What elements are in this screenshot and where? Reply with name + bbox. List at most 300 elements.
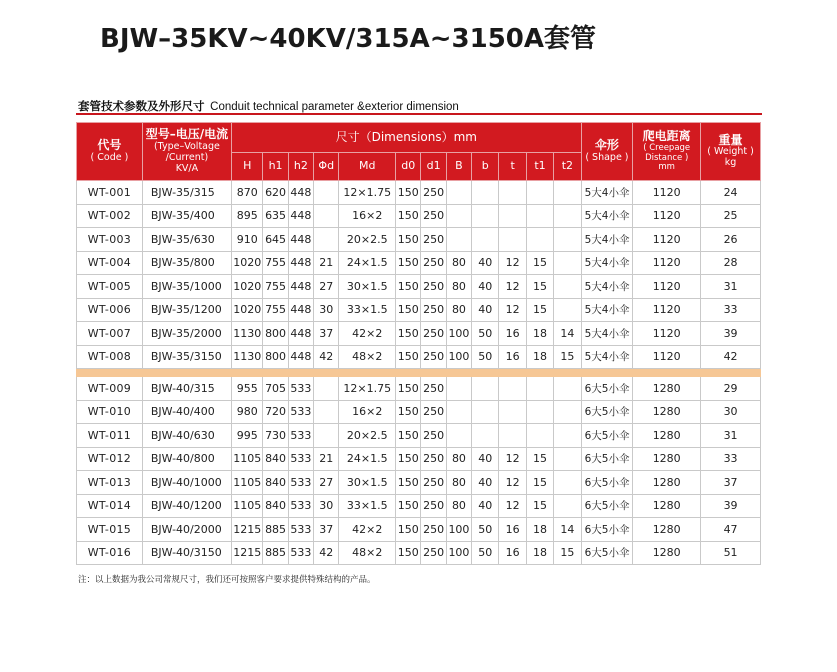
cell-md: 12×1.75: [339, 377, 396, 401]
cell-t2: 14: [554, 518, 581, 542]
cell-d1: 250: [421, 424, 446, 448]
table-row: [77, 400, 761, 424]
group-separator: [77, 369, 761, 377]
cell-h1: 800: [263, 322, 288, 346]
cell-t1: 15: [526, 251, 553, 275]
cell-code: WT-004: [77, 251, 143, 275]
cell-h1: 755: [263, 251, 288, 275]
cell-d1: 250: [421, 447, 446, 471]
cell-h: 1130: [232, 345, 263, 369]
table-row: [77, 275, 761, 299]
cell-d0: 150: [396, 275, 421, 299]
cell-d1: 250: [421, 204, 446, 228]
cell-md: 30×1.5: [339, 471, 396, 495]
cell-code: WT-016: [77, 541, 143, 565]
cell-model: BJW-35/1200: [142, 298, 231, 322]
cell-d1: 250: [421, 400, 446, 424]
header-dimensions: 尺寸（Dimensions）mm: [232, 123, 582, 153]
cell-weight: 42: [701, 345, 761, 369]
cell-d1: 250: [421, 298, 446, 322]
cell-h1: 755: [263, 275, 288, 299]
cell-d1: 250: [421, 251, 446, 275]
cell-d1: 250: [421, 518, 446, 542]
cell-b: 100: [446, 518, 471, 542]
cell-b: [472, 400, 499, 424]
cell-b: 100: [446, 541, 471, 565]
cell-model: BJW-40/630: [142, 424, 231, 448]
cell-creep: 1280: [633, 471, 701, 495]
cell-h2: 448: [288, 275, 313, 299]
cell-weight: 29: [701, 377, 761, 401]
cell-code: WT-001: [77, 181, 143, 205]
cell-b: [446, 204, 471, 228]
cell-code: WT-006: [77, 298, 143, 322]
cell-weight: 30: [701, 400, 761, 424]
cell-t1: [526, 377, 553, 401]
header-dim-col: Md: [339, 153, 396, 181]
cell-t: 16: [499, 345, 526, 369]
cell-h1: 840: [263, 494, 288, 518]
cell-b: 80: [446, 494, 471, 518]
cell-t2: [554, 377, 581, 401]
cell-b: 40: [472, 251, 499, 275]
cell-t: 12: [499, 494, 526, 518]
cell-d0: 150: [396, 204, 421, 228]
cell-phi-d: [314, 181, 339, 205]
cell-code: WT-014: [77, 494, 143, 518]
cell-d0: 150: [396, 377, 421, 401]
header-dim-col: d1: [421, 153, 446, 181]
header-dim-col: b: [472, 153, 499, 181]
cell-md: 24×1.5: [339, 251, 396, 275]
cell-h: 870: [232, 181, 263, 205]
table-row: [77, 494, 761, 518]
cell-t: 12: [499, 447, 526, 471]
cell-b: [472, 377, 499, 401]
cell-weight: 24: [701, 181, 761, 205]
cell-d0: 150: [396, 424, 421, 448]
cell-t1: [526, 400, 553, 424]
cell-shape: 5大4小伞: [581, 298, 633, 322]
cell-b: 80: [446, 298, 471, 322]
cell-t2: [554, 228, 581, 252]
cell-md: 16×2: [339, 400, 396, 424]
cell-phi-d: [314, 228, 339, 252]
cell-shape: 6大5小伞: [581, 471, 633, 495]
cell-t1: 18: [526, 322, 553, 346]
cell-d0: 150: [396, 298, 421, 322]
section-title-en: Conduit technical parameter &exterior dimension: [210, 101, 459, 113]
header-shape: 伞形 ( Shape ): [581, 123, 633, 181]
cell-t1: 18: [526, 541, 553, 565]
cell-h1: 720: [263, 400, 288, 424]
cell-h2: 448: [288, 228, 313, 252]
cell-model: BJW-40/315: [142, 377, 231, 401]
cell-b: 100: [446, 345, 471, 369]
cell-h2: 448: [288, 204, 313, 228]
cell-code: WT-002: [77, 204, 143, 228]
cell-t: 16: [499, 322, 526, 346]
cell-b: [446, 377, 471, 401]
cell-t2: [554, 275, 581, 299]
cell-d1: 250: [421, 345, 446, 369]
cell-b: [472, 204, 499, 228]
table-row: [77, 322, 761, 346]
table-row: [77, 447, 761, 471]
cell-t: [499, 424, 526, 448]
cell-d1: 250: [421, 471, 446, 495]
cell-creep: 1120: [633, 345, 701, 369]
cell-creep: 1120: [633, 275, 701, 299]
cell-h1: 705: [263, 377, 288, 401]
cell-b: [472, 181, 499, 205]
cell-phi-d: 42: [314, 541, 339, 565]
cell-weight: 33: [701, 447, 761, 471]
cell-d0: 150: [396, 181, 421, 205]
cell-model: BJW-40/3150: [142, 541, 231, 565]
cell-weight: 26: [701, 228, 761, 252]
cell-code: WT-003: [77, 228, 143, 252]
cell-shape: 5大4小伞: [581, 322, 633, 346]
cell-code: WT-009: [77, 377, 143, 401]
cell-t2: 14: [554, 322, 581, 346]
cell-creep: 1280: [633, 424, 701, 448]
cell-creep: 1280: [633, 494, 701, 518]
cell-h1: 620: [263, 181, 288, 205]
cell-h: 1020: [232, 251, 263, 275]
cell-creep: 1280: [633, 541, 701, 565]
cell-shape: 5大4小伞: [581, 275, 633, 299]
cell-code: WT-007: [77, 322, 143, 346]
cell-b: 80: [446, 447, 471, 471]
cell-shape: 5大4小伞: [581, 204, 633, 228]
cell-b: 40: [472, 494, 499, 518]
cell-h: 1215: [232, 518, 263, 542]
header-dim-col: t: [499, 153, 526, 181]
cell-model: BJW-40/400: [142, 400, 231, 424]
cell-model: BJW-35/3150: [142, 345, 231, 369]
cell-code: WT-005: [77, 275, 143, 299]
cell-h: 995: [232, 424, 263, 448]
cell-t1: 15: [526, 447, 553, 471]
cell-d0: 150: [396, 447, 421, 471]
cell-h2: 448: [288, 345, 313, 369]
cell-h1: 885: [263, 518, 288, 542]
cell-h: 980: [232, 400, 263, 424]
cell-md: 20×2.5: [339, 228, 396, 252]
cell-shape: 5大4小伞: [581, 181, 633, 205]
cell-weight: 47: [701, 518, 761, 542]
cell-t: 12: [499, 251, 526, 275]
header-code: 代号 ( Code ): [77, 123, 143, 181]
cell-h2: 533: [288, 447, 313, 471]
cell-md: 42×2: [339, 322, 396, 346]
cell-h: 1105: [232, 471, 263, 495]
cell-md: 42×2: [339, 518, 396, 542]
cell-h: 1130: [232, 322, 263, 346]
cell-d0: 150: [396, 251, 421, 275]
cell-h1: 755: [263, 298, 288, 322]
cell-b: [446, 181, 471, 205]
cell-creep: 1280: [633, 447, 701, 471]
cell-creep: 1120: [633, 181, 701, 205]
cell-model: BJW-35/800: [142, 251, 231, 275]
cell-t: [499, 228, 526, 252]
cell-t2: [554, 181, 581, 205]
cell-creep: 1120: [633, 322, 701, 346]
cell-d0: 150: [396, 345, 421, 369]
cell-b: 80: [446, 275, 471, 299]
cell-d1: 250: [421, 181, 446, 205]
section-title-cn: 套管技术参数及外形尺寸: [78, 99, 205, 113]
cell-h2: 533: [288, 377, 313, 401]
header-dim-col: h1: [263, 153, 288, 181]
table-row: [77, 345, 761, 369]
footnote: 注：以上数据为我公司常规尺寸，我们还可按照客户要求提供特殊结构的产品。: [78, 575, 376, 585]
cell-t2: [554, 204, 581, 228]
separator-cell: [77, 369, 761, 377]
cell-h: 910: [232, 228, 263, 252]
cell-phi-d: [314, 377, 339, 401]
cell-creep: 1120: [633, 251, 701, 275]
header-dim-col: H: [232, 153, 263, 181]
cell-shape: 5大4小伞: [581, 228, 633, 252]
cell-h: 1105: [232, 447, 263, 471]
cell-t1: 15: [526, 298, 553, 322]
page-title: BJW–35KV~40KV/315A~3150A套管: [100, 24, 597, 54]
cell-d0: 150: [396, 228, 421, 252]
spec-table: [76, 122, 761, 565]
cell-t1: 15: [526, 471, 553, 495]
cell-shape: 6大5小伞: [581, 541, 633, 565]
header-dim-col: B: [446, 153, 471, 181]
cell-weight: 51: [701, 541, 761, 565]
cell-d0: 150: [396, 541, 421, 565]
cell-model: BJW-40/1200: [142, 494, 231, 518]
cell-h2: 533: [288, 494, 313, 518]
cell-h: 1020: [232, 275, 263, 299]
cell-d0: 150: [396, 471, 421, 495]
cell-d1: 250: [421, 377, 446, 401]
cell-t2: [554, 424, 581, 448]
header-dim-col: d0: [396, 153, 421, 181]
cell-phi-d: 37: [314, 518, 339, 542]
cell-t: 16: [499, 541, 526, 565]
cell-b: 50: [472, 518, 499, 542]
cell-t2: [554, 494, 581, 518]
cell-md: 24×1.5: [339, 447, 396, 471]
cell-code: WT-012: [77, 447, 143, 471]
cell-h2: 533: [288, 424, 313, 448]
cell-md: 16×2: [339, 204, 396, 228]
cell-b: 80: [446, 251, 471, 275]
cell-t2: [554, 471, 581, 495]
table-row: [77, 298, 761, 322]
cell-d0: 150: [396, 494, 421, 518]
cell-t1: [526, 228, 553, 252]
header-creepage: 爬电距离 ( Creepage Distance ) mm: [633, 123, 701, 181]
header-weight: 重量 ( Weight ) kg: [701, 123, 761, 181]
cell-model: BJW-35/630: [142, 228, 231, 252]
cell-h1: 645: [263, 228, 288, 252]
cell-md: 48×2: [339, 345, 396, 369]
cell-h2: 448: [288, 322, 313, 346]
cell-b: 80: [446, 471, 471, 495]
cell-h: 955: [232, 377, 263, 401]
table-row: [77, 204, 761, 228]
cell-b: 40: [472, 447, 499, 471]
cell-t: [499, 181, 526, 205]
cell-t: 16: [499, 518, 526, 542]
cell-md: 33×1.5: [339, 494, 396, 518]
cell-h1: 635: [263, 204, 288, 228]
cell-shape: 6大5小伞: [581, 377, 633, 401]
cell-phi-d: 21: [314, 251, 339, 275]
cell-creep: 1120: [633, 204, 701, 228]
cell-creep: 1280: [633, 377, 701, 401]
cell-weight: 33: [701, 298, 761, 322]
cell-h: 895: [232, 204, 263, 228]
cell-b: 50: [472, 322, 499, 346]
cell-b: 40: [472, 471, 499, 495]
table-row: [77, 181, 761, 205]
cell-phi-d: 30: [314, 298, 339, 322]
cell-t1: 18: [526, 345, 553, 369]
cell-t1: [526, 424, 553, 448]
cell-d1: 250: [421, 228, 446, 252]
cell-phi-d: 30: [314, 494, 339, 518]
cell-b: 40: [472, 298, 499, 322]
cell-shape: 5大4小伞: [581, 251, 633, 275]
cell-h2: 448: [288, 251, 313, 275]
cell-t1: 15: [526, 275, 553, 299]
cell-b: [446, 400, 471, 424]
cell-t2: [554, 298, 581, 322]
cell-shape: 6大5小伞: [581, 424, 633, 448]
cell-shape: 6大5小伞: [581, 494, 633, 518]
cell-h1: 800: [263, 345, 288, 369]
cell-t1: 15: [526, 494, 553, 518]
cell-shape: 6大5小伞: [581, 447, 633, 471]
cell-t: [499, 400, 526, 424]
cell-h2: 533: [288, 400, 313, 424]
header-dim-col: h2: [288, 153, 313, 181]
cell-b: 50: [472, 345, 499, 369]
cell-t: 12: [499, 471, 526, 495]
cell-d0: 150: [396, 400, 421, 424]
cell-model: BJW-40/2000: [142, 518, 231, 542]
cell-phi-d: 42: [314, 345, 339, 369]
cell-weight: 39: [701, 494, 761, 518]
cell-model: BJW-35/1000: [142, 275, 231, 299]
cell-shape: 6大5小伞: [581, 518, 633, 542]
cell-t: 12: [499, 298, 526, 322]
cell-h: 1105: [232, 494, 263, 518]
cell-md: 33×1.5: [339, 298, 396, 322]
cell-b: [472, 228, 499, 252]
cell-t2: [554, 400, 581, 424]
cell-phi-d: 37: [314, 322, 339, 346]
table-row: [77, 541, 761, 565]
header-model: 型号–电压/电流 (Type–Voltage /Current) KV/A: [142, 123, 231, 181]
cell-h1: 730: [263, 424, 288, 448]
cell-h2: 533: [288, 518, 313, 542]
cell-b: [446, 228, 471, 252]
cell-shape: 5大4小伞: [581, 345, 633, 369]
cell-code: WT-011: [77, 424, 143, 448]
cell-t2: [554, 251, 581, 275]
cell-creep: 1280: [633, 518, 701, 542]
cell-md: 20×2.5: [339, 424, 396, 448]
table-row: [77, 424, 761, 448]
cell-b: [472, 424, 499, 448]
cell-md: 30×1.5: [339, 275, 396, 299]
table-row: [77, 471, 761, 495]
cell-weight: 39: [701, 322, 761, 346]
cell-code: WT-010: [77, 400, 143, 424]
cell-t2: 15: [554, 541, 581, 565]
cell-creep: 1280: [633, 400, 701, 424]
cell-t: [499, 377, 526, 401]
cell-h: 1215: [232, 541, 263, 565]
cell-t1: 18: [526, 518, 553, 542]
cell-d0: 150: [396, 518, 421, 542]
cell-t2: 15: [554, 345, 581, 369]
cell-weight: 31: [701, 275, 761, 299]
cell-creep: 1120: [633, 298, 701, 322]
cell-t1: [526, 204, 553, 228]
cell-code: WT-015: [77, 518, 143, 542]
table-row: [77, 377, 761, 401]
cell-t1: [526, 181, 553, 205]
table-row: [77, 518, 761, 542]
cell-t2: [554, 447, 581, 471]
cell-model: BJW-40/800: [142, 447, 231, 471]
cell-h2: 448: [288, 298, 313, 322]
table-row: [77, 251, 761, 275]
cell-md: 48×2: [339, 541, 396, 565]
cell-t: 12: [499, 275, 526, 299]
cell-shape: 6大5小伞: [581, 400, 633, 424]
cell-d1: 250: [421, 275, 446, 299]
cell-h: 1020: [232, 298, 263, 322]
cell-b: 40: [472, 275, 499, 299]
cell-d1: 250: [421, 322, 446, 346]
cell-h2: 533: [288, 541, 313, 565]
cell-weight: 25: [701, 204, 761, 228]
cell-phi-d: [314, 424, 339, 448]
cell-d0: 150: [396, 322, 421, 346]
cell-weight: 28: [701, 251, 761, 275]
cell-d1: 250: [421, 541, 446, 565]
cell-model: BJW-35/400: [142, 204, 231, 228]
cell-code: WT-008: [77, 345, 143, 369]
header-dim-col: Φd: [314, 153, 339, 181]
cell-h2: 448: [288, 181, 313, 205]
header-dim-col: t2: [554, 153, 581, 181]
cell-phi-d: 21: [314, 447, 339, 471]
table-row: [77, 228, 761, 252]
cell-model: BJW-35/315: [142, 181, 231, 205]
cell-model: BJW-35/2000: [142, 322, 231, 346]
cell-h1: 840: [263, 447, 288, 471]
cell-h2: 533: [288, 471, 313, 495]
cell-model: BJW-40/1000: [142, 471, 231, 495]
cell-phi-d: [314, 204, 339, 228]
cell-creep: 1120: [633, 228, 701, 252]
section-divider: [76, 113, 762, 115]
cell-md: 12×1.75: [339, 181, 396, 205]
